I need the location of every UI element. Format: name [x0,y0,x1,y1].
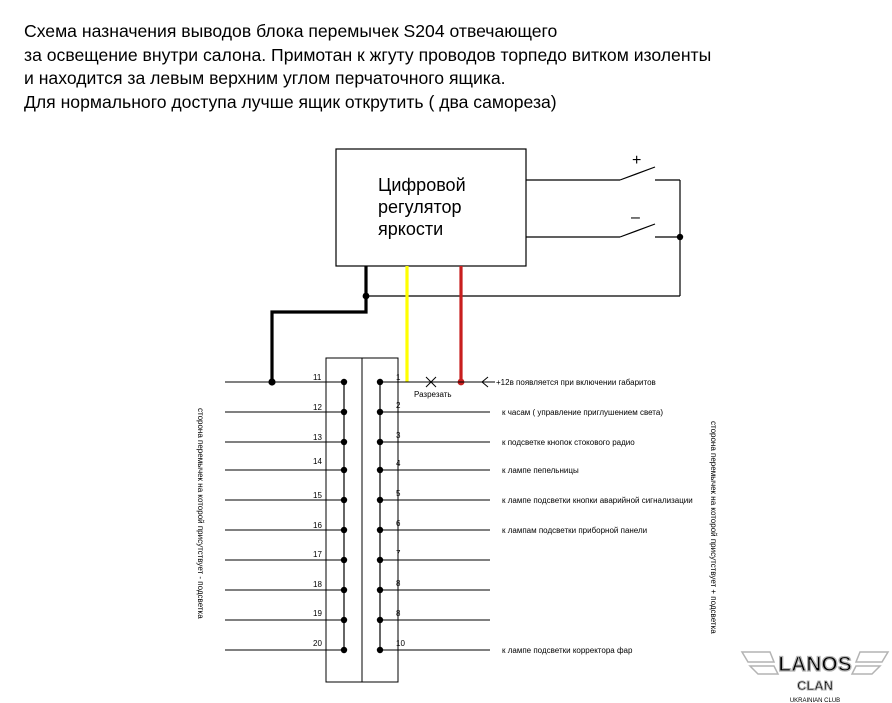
pin-number-left: 11 [313,373,322,382]
switch-minus-label: – [631,209,640,226]
logo-text-clan: CLAN [796,678,834,693]
pin-dot-right [377,409,383,415]
title-line-1: Схема назначения выводов блока перемычек S204 отвечающего [24,21,558,41]
pin-number-left: 17 [313,550,322,559]
pin-number-right: 10 [396,639,405,648]
pin-dot-left [341,379,347,385]
pin-number-right: 7 [396,549,401,558]
junction-dot [363,293,370,300]
pin-number-right: 1 [396,373,401,382]
pin-dot-left [341,587,347,593]
pin-dot-left [341,439,347,445]
title-line-4: Для нормального доступа лучше ящик открутить ( два самореза) [24,91,557,112]
lanos-clan-logo [742,652,888,703]
pin-dot-right [377,617,383,623]
title-line-2: за освещение внутри салона. Примотан к жгуту проводов торпедо витком изоленты [24,44,712,65]
pin-number-right: 5 [396,489,401,498]
logo-text-lanos: LANOS [778,653,852,676]
pin-number-right: 4 [396,459,401,468]
pin-dot-right [377,379,383,385]
black-wire [272,266,366,382]
regulator-label-line-2: регулятор [378,197,462,217]
pin-number-left: 14 [313,457,322,466]
pin-number-right: 2 [396,401,401,410]
pin-number-left: 15 [313,491,322,500]
regulator-label [378,174,466,240]
pin-description: к лампе подсветки корректора фар [502,646,633,655]
regulator-label-line-3: яркости [378,219,444,239]
pin-description: к подсветке кнопок стокового радио [502,438,635,447]
junction-dot [677,234,683,240]
side-label-right: сторона перемычек на которой присутствует + подсветка [709,421,718,634]
pin-description: к часам ( управление приглушением света) [502,408,663,417]
regulator-label-line-1: Цифровой [378,175,466,195]
pin-number-right: 8 [396,609,401,618]
pin-number-right: 3 [396,431,401,440]
pin-description: к лампе подсветки кнопки аварийной сигнализации [502,496,693,505]
logo-text-club: UKRAINIAN CLUB [789,698,841,703]
cut-label: Разрезать [414,390,452,399]
pin-dot-right [377,557,383,563]
pin-number-left: 19 [313,609,322,618]
pin-number-right: 8 [396,579,401,588]
pin-number-left: 20 [313,639,322,648]
pin-dot-left [341,617,347,623]
side-label-left: сторона перемычек на которой присутствует - подсветка [196,408,205,619]
pin-number-left: 16 [313,521,322,530]
pin-dot-right [377,439,383,445]
pin-dot-right [377,497,383,503]
pin-rows [225,373,693,655]
pin-dot-left [341,527,347,533]
pin-number-left: 18 [313,580,322,589]
pin-dot-right [377,587,383,593]
pin-description: к лампе пепельницы [502,466,579,475]
pin-description: +12в появляется при включении габаритов [496,378,656,387]
pin-dot-left [341,647,347,653]
switch-plus-label: + [632,152,642,169]
pin-number-right: 6 [396,519,401,528]
pin-dot-right [377,647,383,653]
pin-dot-right [377,527,383,533]
pin-number-left: 12 [313,403,322,412]
pin-dot-left [341,409,347,415]
pin-dot-left [341,467,347,473]
pin-dot-left [341,557,347,563]
pin-dot-right [377,467,383,473]
pin-number-left: 13 [313,433,322,442]
title-line-3: и находится за левым верхним углом перчаточного ящика. [24,68,506,89]
pin-description: к лампам подсветки приборной панели [502,526,648,535]
pin-dot-left [341,497,347,503]
